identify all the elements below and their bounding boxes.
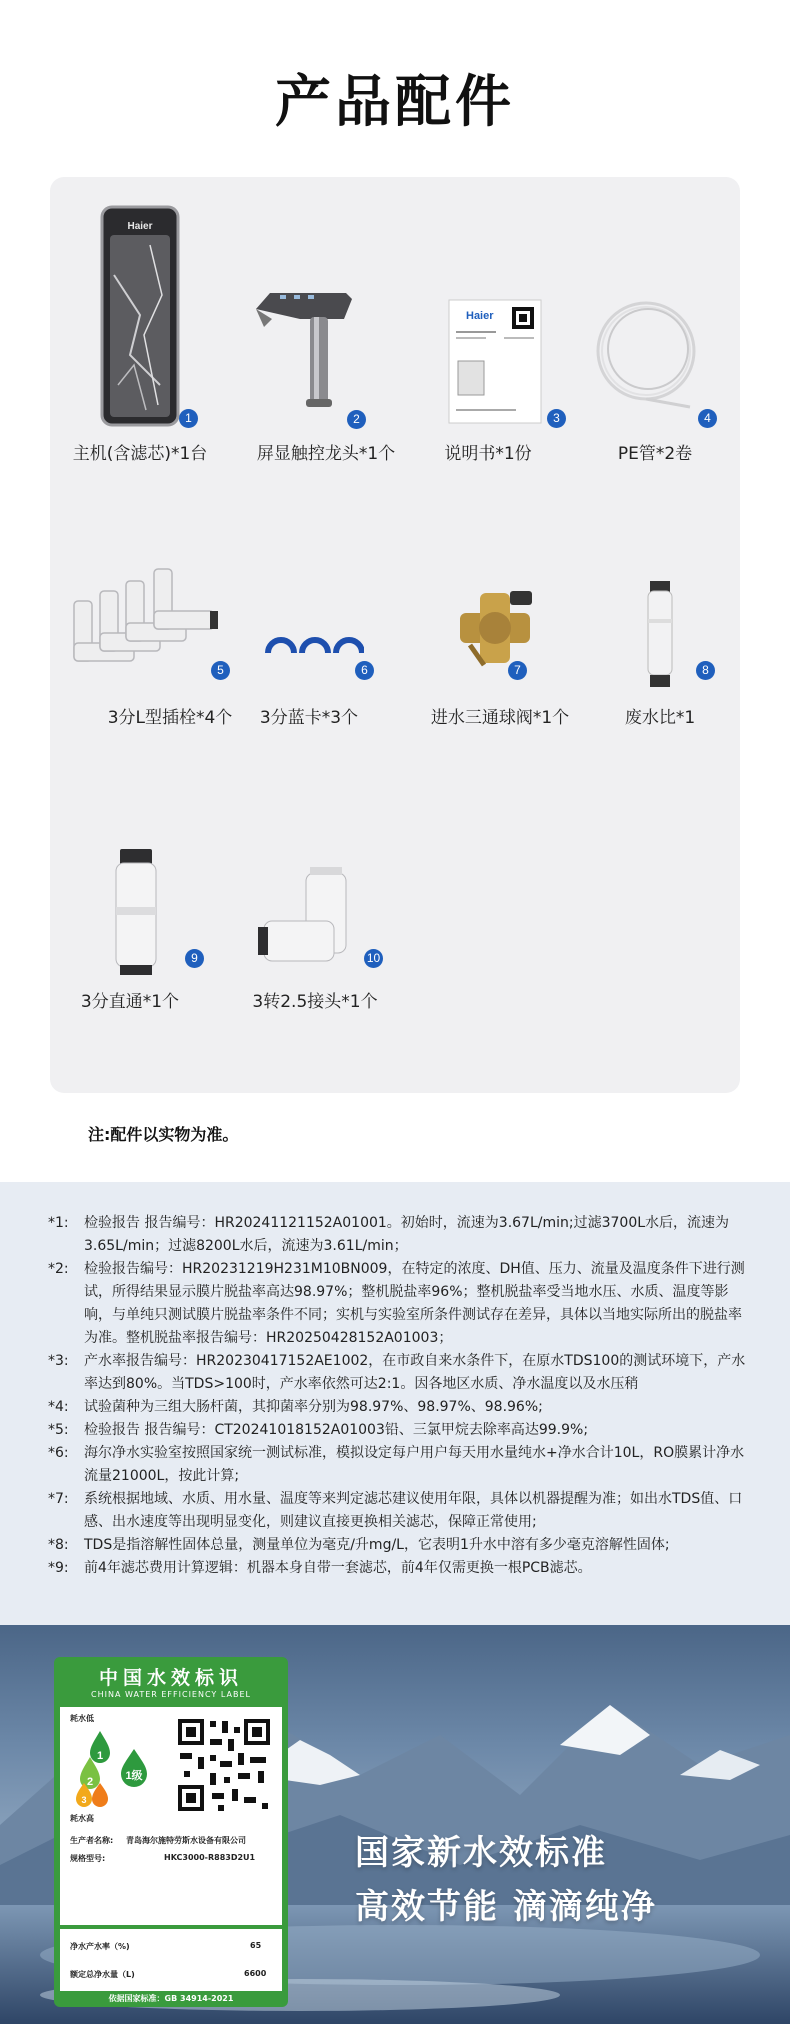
item-number-badge: 3 <box>547 409 566 428</box>
model-label: 规格型号: <box>70 1854 106 1863</box>
grade-badge-drop <box>118 1747 150 1787</box>
water-efficiency-label <box>54 1657 288 2007</box>
label-standard: 依据国家标准：GB 34914-2021 <box>108 1994 234 2003</box>
item-number-badge: 9 <box>185 949 204 968</box>
item-number-badge: 1 <box>179 409 198 428</box>
accessory-label: 屏显触控龙头*1个 <box>256 444 396 464</box>
main-unit-brand: Haier <box>127 221 153 232</box>
footnote-text: 海尔净水实验室按照国家统一测试标准，模拟设定每户用户每天用水量纯水+净水合计10L，RO膜累计净水流量21000L，按此计算; <box>84 1445 745 1484</box>
footnote-marker: *9: <box>48 1560 69 1576</box>
footnote-marker: *8: <box>48 1537 69 1553</box>
low-consumption-text: 耗水低 <box>70 1714 94 1723</box>
footnote-text: 检验报告 报告编号：HR20241121152A01001。初始时，流速为3.67L/min;过滤3700L水后，流速为3.65L/min；过滤8200L水后，流速为3.61L/min； <box>84 1215 730 1254</box>
footnote-text: 产水率报告编号：HR20230417152AE1002，在市政自来水条件下，在原水TDS100的测试环境下，产水率达到80%。当TDS>100时，产水率依然可达2:1。因各地区水质、净水温度以及水压稍 <box>84 1353 746 1392</box>
footnote-marker: *6: <box>48 1445 69 1461</box>
slogan-line-2: 高效节能 滴滴纯净 <box>355 1887 657 1927</box>
main-unit-image <box>100 205 180 427</box>
accessories-panel <box>50 177 740 1093</box>
qr-code-icon <box>176 1717 272 1813</box>
manual-image <box>448 299 542 424</box>
straight-connector-image <box>106 847 166 977</box>
rate-label: 净水产水率（%) <box>70 1942 130 1951</box>
item-number-badge: 8 <box>696 661 715 680</box>
model-value: HKC3000-R883D2U1 <box>164 1853 256 1862</box>
item-number-badge: 10 <box>364 949 383 968</box>
footnote-marker: *2: <box>48 1261 69 1277</box>
accessory-label: 进水三通球阀*1个 <box>430 708 570 728</box>
note-text: 注:配件以实物为准。 <box>88 1125 239 1144</box>
footnote-item <box>48 1557 748 1580</box>
footnote-item <box>48 1396 748 1419</box>
slogan-line-1: 国家新水效标准 <box>355 1833 607 1873</box>
manufacturer-label: 生产者名称: <box>70 1836 114 1845</box>
grade-badge-text: 1级 <box>125 1770 143 1782</box>
footnote-text: 前4年滤芯费用计算逻辑：机器本身自带一套滤芯，前4年仅需更换一根PCB滤芯。 <box>84 1560 592 1576</box>
item-number-badge: 6 <box>355 661 374 680</box>
grade-1-text: 1 <box>96 1750 104 1762</box>
accessory-label: 3分L型插栓*4个 <box>107 708 233 728</box>
footnotes-section <box>0 1182 790 1625</box>
footnote-item <box>48 1258 748 1350</box>
high-consumption-text: 耗水高 <box>70 1814 94 1823</box>
accessory-label: 3分蓝卡*3个 <box>259 708 359 728</box>
footnote-item <box>48 1212 748 1258</box>
accessory-label: 3转2.5接头*1个 <box>252 992 378 1012</box>
label-title: 中国水效标识 <box>98 1667 243 1689</box>
footnote-marker: *1: <box>48 1215 69 1231</box>
accessory-label: 3分直通*1个 <box>80 992 180 1012</box>
waste-ratio-image <box>640 579 680 689</box>
footnote-item <box>48 1350 748 1396</box>
footnote-marker: *3: <box>48 1353 69 1369</box>
footnote-marker: *5: <box>48 1422 69 1438</box>
reducer-image <box>256 865 366 975</box>
footnote-item <box>48 1419 748 1442</box>
footnote-list <box>48 1212 748 1580</box>
item-number-badge: 2 <box>347 410 366 429</box>
footnote-marker: *4: <box>48 1399 69 1415</box>
label-metrics <box>60 1929 282 1991</box>
label-subtitle: CHINA WATER EFFICIENCY LABEL <box>91 1690 251 1699</box>
manufacturer-name: 青岛海尔施特劳斯水设备有限公司 <box>126 1836 246 1845</box>
grade-3-text: 3 <box>81 1795 87 1805</box>
page-title: 产品配件 <box>275 70 515 135</box>
accessory-label: 说明书*1份 <box>444 444 532 464</box>
footnote-text: 试验菌种为三组大肠杆菌，其抑菌率分别为98.97%、98.97%、98.96%; <box>84 1399 543 1415</box>
accessory-label: 废水比*1 <box>624 708 696 728</box>
water-efficiency-banner <box>0 1625 790 2024</box>
footnote-item <box>48 1488 748 1534</box>
item-number-badge: 7 <box>508 661 527 680</box>
rate-value: 65 <box>250 1941 262 1950</box>
blue-clip-image <box>264 625 364 665</box>
faucet-image <box>250 267 360 417</box>
label-body <box>60 1707 282 1925</box>
footnote-item <box>48 1442 748 1488</box>
manual-brand: Haier <box>466 310 494 322</box>
item-number-badge: 4 <box>698 409 717 428</box>
ball-valve-image <box>450 583 540 673</box>
accessory-label: 主机(含滤芯)*1台 <box>72 444 208 464</box>
footnote-text: 系统根据地域、水质、用水量、温度等来判定滤芯建议使用年限，具体以机器提醒为准；如出水TDS值、口感、出水速度等出现明显变化，则建议直接更换相关滤芯，保障正常使用; <box>84 1491 743 1530</box>
volume-label: 额定总净水量（L) <box>70 1970 135 1979</box>
accessory-label: PE管*2卷 <box>617 444 693 464</box>
footnote-text: 检验报告 报告编号：CT20241018152A01003铅、三氯甲烷去除率高达99.9%; <box>84 1422 589 1438</box>
pe-tube-image <box>590 295 705 410</box>
grade-2-text: 2 <box>86 1776 94 1788</box>
footnote-item <box>48 1534 748 1557</box>
l-plug-image <box>64 561 234 681</box>
footnote-marker: *7: <box>48 1491 69 1507</box>
volume-value: 6600 <box>244 1969 267 1978</box>
footnote-text: 检验报告编号：HR20231219H231M10BN009，在特定的浓度、DH值、压力、流量及温度条件下进行测试，所得结果显示膜片脱盐率高达98.97%；整机脱盐率96%；整机脱盐率受当地水压、水质、温度等影响，与单纯只测试膜片脱盐率条件不同；实机与实验室所条件测试存在差异，具体以当地实际所出的脱盐率为准。整机脱盐率报告编号：HR20250428152A01003； <box>84 1261 745 1346</box>
item-number-badge: 5 <box>211 661 230 680</box>
footnote-text: TDS是指溶解性固体总量，测量单位为毫克/升mg/L，它表明1升水中溶有多少毫克溶解性固体; <box>84 1537 670 1553</box>
